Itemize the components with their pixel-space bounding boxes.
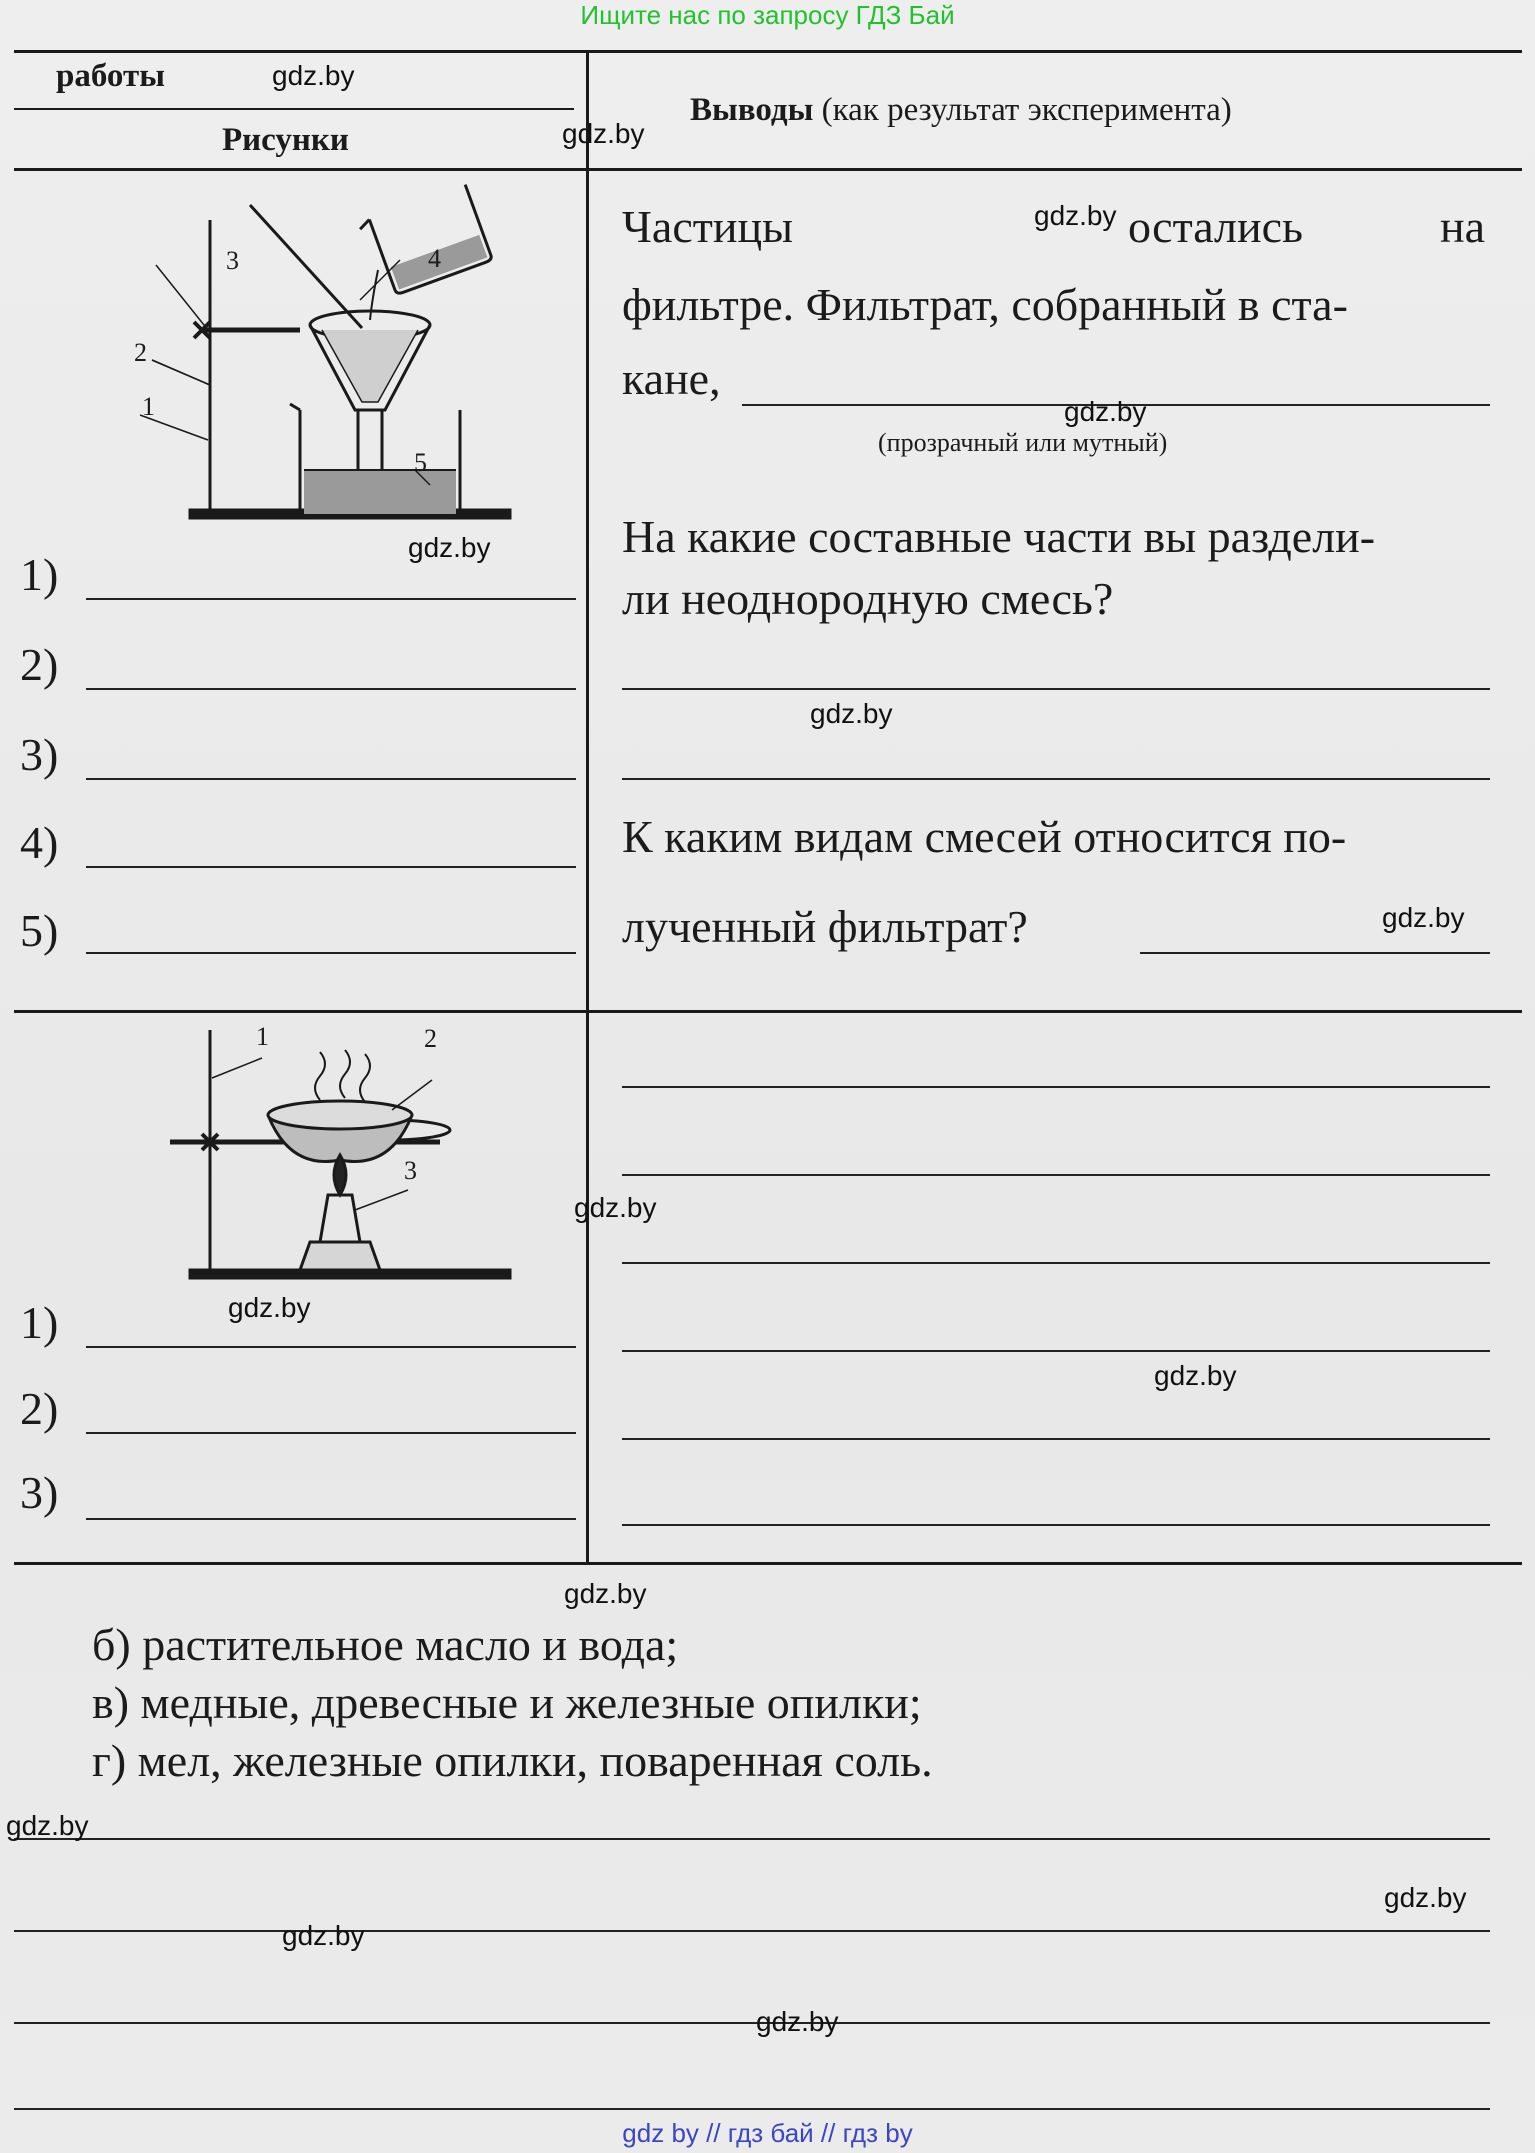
watermark: gdz.by bbox=[228, 1292, 311, 1323]
table-bottom-border bbox=[14, 1562, 1522, 1565]
answer-b: б) растительное масло и вода; bbox=[92, 1619, 679, 1670]
fig1-item-1: 1) bbox=[20, 549, 59, 600]
table-top-border bbox=[14, 50, 1522, 53]
bottom-banner[interactable]: gdz by // гдз бай // гдз by bbox=[622, 2118, 913, 2148]
question-2-answer-line[interactable] bbox=[1140, 952, 1490, 954]
watermark: gdz.by bbox=[408, 532, 491, 563]
question-1-answer-line-1[interactable] bbox=[622, 688, 1490, 690]
watermark: gdz.by bbox=[272, 60, 355, 91]
fig2-item-3: 3) bbox=[20, 1467, 59, 1518]
row2-conclusion-line-2[interactable] bbox=[622, 1174, 1490, 1176]
row2-conclusion-line-6[interactable] bbox=[622, 1524, 1490, 1526]
conclusion-line-2: фильтре. Фильтрат, собранный в ста- bbox=[622, 279, 1348, 330]
fig1-label-3: 3 bbox=[226, 246, 239, 275]
watermark: gdz.by bbox=[1154, 1360, 1237, 1391]
question-1-answer-line-2[interactable] bbox=[622, 778, 1490, 780]
watermark: gdz.by bbox=[810, 698, 893, 729]
fig1-label-5: 5 bbox=[414, 448, 427, 477]
fig2-label-2: 2 bbox=[424, 1024, 437, 1053]
row2-conclusion-line-3[interactable] bbox=[622, 1262, 1490, 1264]
conclusion-word-1: Частицы bbox=[622, 201, 793, 252]
top-banner[interactable]: Ищите нас по запросу ГДЗ Бай bbox=[580, 0, 955, 30]
row2-conclusion-line-5[interactable] bbox=[622, 1438, 1490, 1440]
fig1-item-2: 2) bbox=[20, 639, 59, 690]
fig1-label-4: 4 bbox=[428, 244, 441, 273]
watermark: gdz.by bbox=[282, 1920, 365, 1951]
conclusion-word-3: на bbox=[1440, 201, 1486, 252]
filtrate-hint: (прозрачный или мутный) bbox=[878, 428, 1168, 457]
watermark: gdz.by bbox=[1064, 396, 1147, 427]
question-2-line-2: лученный фильтрат? bbox=[622, 901, 1028, 952]
header-conclusions: Выводы (как результат эксперимента) bbox=[690, 92, 1232, 128]
watermark: gdz.by bbox=[756, 2006, 839, 2037]
header-divider-left bbox=[14, 108, 574, 110]
blank-line-3[interactable] bbox=[14, 2022, 1490, 2024]
question-1-line-1: На какие составные части вы раздели- bbox=[622, 511, 1376, 562]
fig1-item-3: 3) bbox=[20, 729, 59, 780]
conclusion-word-2: остались bbox=[1128, 201, 1304, 252]
header-pictures: Рисунки bbox=[222, 122, 349, 158]
fig2-answer-line-1[interactable] bbox=[86, 1346, 576, 1348]
answer-g: г) мел, железные опилки, поваренная соль. bbox=[92, 1735, 933, 1786]
fig1-label-1: 1 bbox=[142, 392, 155, 421]
fig1-item-5: 5) bbox=[20, 905, 59, 956]
conclusion-line-3: кане, bbox=[622, 353, 721, 404]
blank-line-1[interactable] bbox=[14, 1838, 1490, 1840]
header-bottom-border bbox=[14, 168, 1522, 171]
fig1-item-4: 4) bbox=[20, 817, 59, 868]
watermark: gdz.by bbox=[1034, 200, 1117, 231]
fig2-answer-line-2[interactable] bbox=[86, 1432, 576, 1434]
answer-v: в) медные, древесные и железные опилки; bbox=[92, 1677, 922, 1728]
column-divider bbox=[586, 50, 589, 1565]
fig1-answer-line-1[interactable] bbox=[86, 598, 576, 600]
fig2-item-1: 1) bbox=[20, 1297, 59, 1348]
filtration-apparatus-figure bbox=[100, 180, 530, 540]
fig2-answer-line-3[interactable] bbox=[86, 1518, 576, 1520]
fig1-answer-line-3[interactable] bbox=[86, 778, 576, 780]
watermark: gdz.by bbox=[562, 118, 645, 149]
question-1-line-2: ли неоднородную смесь? bbox=[622, 573, 1114, 624]
fig2-label-3: 3 bbox=[404, 1156, 417, 1185]
header-work: работы bbox=[56, 58, 165, 94]
question-2-line-1: К каким видам смесей относится по- bbox=[622, 811, 1347, 862]
evaporation-apparatus-figure bbox=[150, 1020, 550, 1280]
watermark: gdz.by bbox=[6, 1810, 89, 1841]
fig1-answer-line-4[interactable] bbox=[86, 866, 576, 868]
watermark: gdz.by bbox=[574, 1192, 657, 1223]
fig2-item-2: 2) bbox=[20, 1383, 59, 1434]
fig1-answer-line-2[interactable] bbox=[86, 688, 576, 690]
blank-line-4[interactable] bbox=[14, 2108, 1490, 2110]
fig2-label-1: 1 bbox=[256, 1022, 269, 1051]
row-divider bbox=[14, 1010, 1522, 1013]
blank-line-2[interactable] bbox=[14, 1930, 1490, 1932]
watermark: gdz.by bbox=[1382, 902, 1465, 933]
row2-conclusion-line-4[interactable] bbox=[622, 1350, 1490, 1352]
watermark: gdz.by bbox=[564, 1578, 647, 1609]
row2-conclusion-line-1[interactable] bbox=[622, 1086, 1490, 1088]
fig1-answer-line-5[interactable] bbox=[86, 952, 576, 954]
watermark: gdz.by bbox=[1384, 1882, 1467, 1913]
fig1-label-2: 2 bbox=[134, 338, 147, 367]
